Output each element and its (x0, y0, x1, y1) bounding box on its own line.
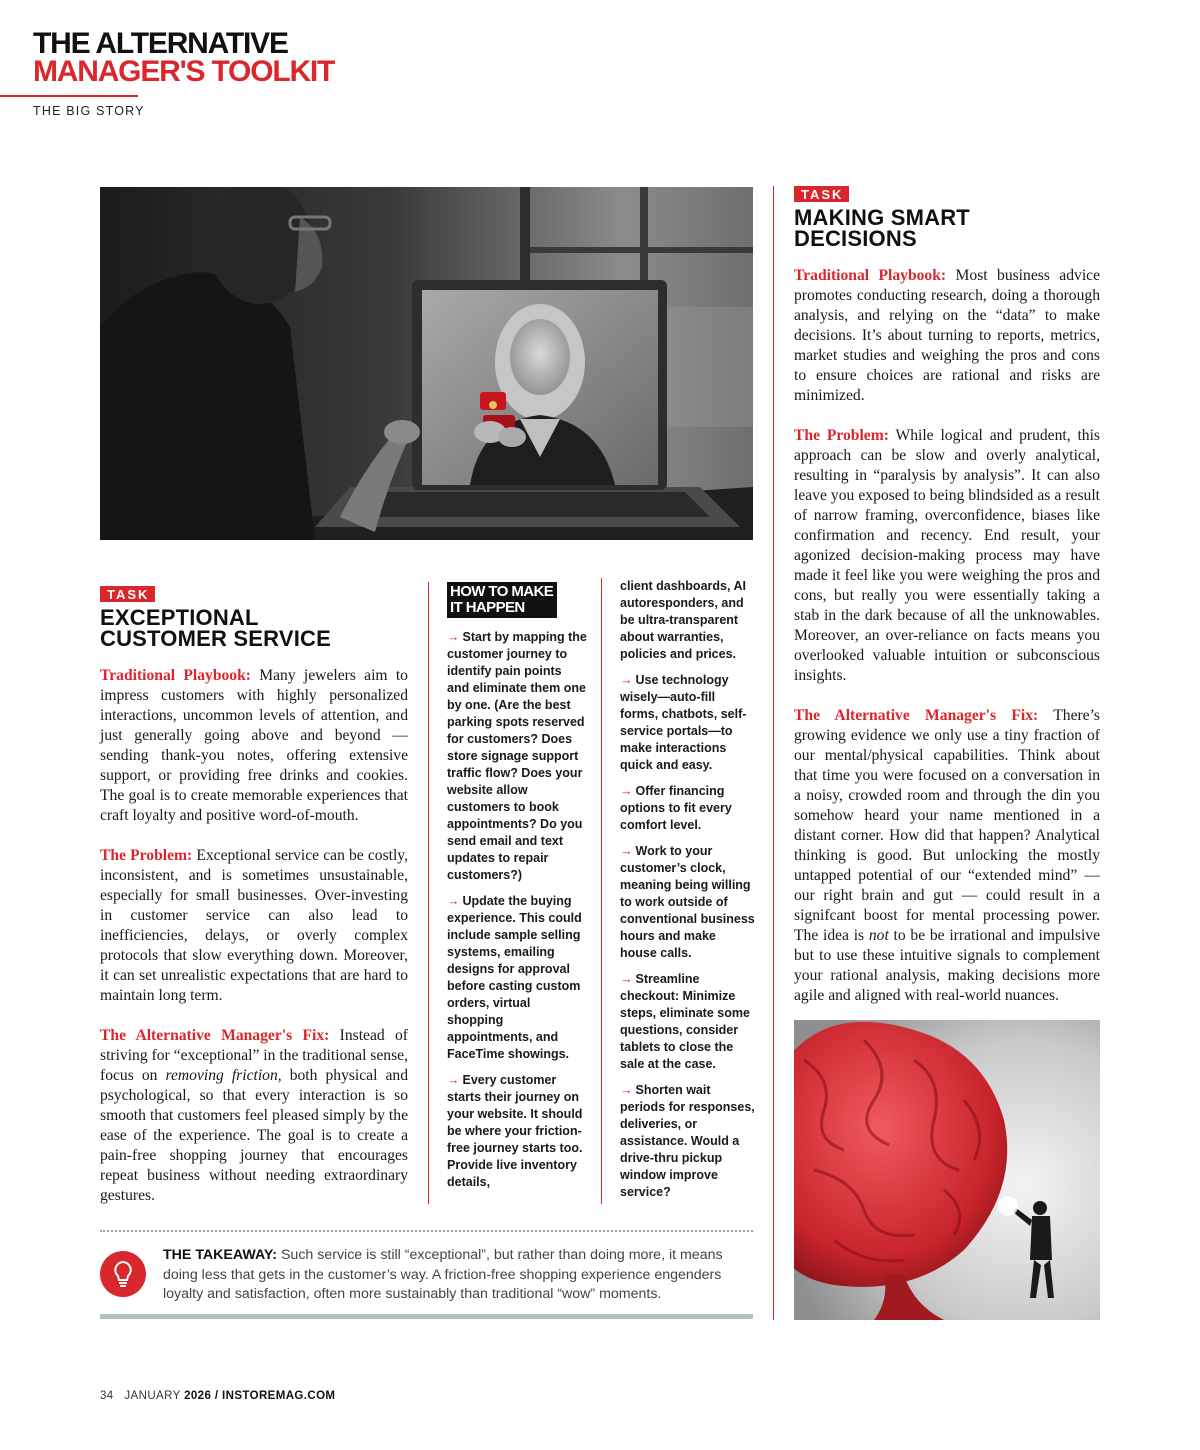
section-title-line1: THE ALTERNATIVE (33, 27, 288, 60)
takeaway-bar (100, 1314, 753, 1319)
tip-item (620, 971, 756, 1073)
paragraph-text: Most business advice promotes conducting research, doing a thorough analysis, and relying on the “data” to make decisions. It’s about turning to reports, metrics, market studies and weighing the pros and cons to ensure choices are rational and risks are minimized. (794, 267, 1100, 404)
problem-paragraph (794, 426, 1100, 686)
howto-heading-line1: HOW TO MAKE (450, 583, 554, 600)
takeaway-label: THE TAKEAWAY: (163, 1247, 278, 1263)
arrow-icon: → (447, 1073, 460, 1087)
arrow-icon: → (620, 844, 633, 858)
task-title (794, 207, 1100, 249)
paragraph-text: to be be irrational and impulsive but to use these intuitive signals to complement your rational analysis, making decisions more agile and aligned with real-world nuances. (794, 927, 1100, 1004)
section-label: THE BIG STORY (33, 104, 145, 118)
issue-month: JANUARY (124, 1390, 181, 1402)
paragraph-text: Instead of striving for “exceptional” in the traditional sense, focus on (100, 1027, 408, 1084)
fix-paragraph (100, 1026, 408, 1206)
paragraph-text: Exceptional service can be costly, inconsistent, and is sometimes unsustainable, especially for small businesses. Over-investing in customer service can also lead to inefficiencies, delays, or overly complex protocols that slow everything down. Moreover, it can set unrealistic expectations that are hard to maintain long term. (100, 847, 408, 1004)
tip-item (620, 783, 756, 834)
page-footer (100, 1390, 335, 1402)
paragraph-lead: The Problem: (100, 847, 193, 864)
takeaway-text (163, 1246, 757, 1305)
fix-paragraph (794, 706, 1100, 1006)
tip-item (447, 893, 587, 1063)
tip-continuation: client dashboards, AI autoresponders, and be ultra-transparent about warranties, policies and prices. (620, 579, 746, 661)
howto-heading (447, 582, 557, 618)
paragraph-lead: Traditional Playbook: (794, 267, 947, 284)
arrow-icon: → (620, 1083, 633, 1097)
header-rule (0, 95, 138, 97)
tip-text: Start by mapping the customer journey to identify pain points and eliminate them one by one. (Are the best parking spots reserved for customers? Does store signage support traffic flow? Does your website allow customers to book appointments? Do you send email and text updates to repair customers?) (447, 630, 587, 882)
tip-text: Update the buying experience. This could include sample selling systems, emailing designs for approval before casting custom orders, virtual shopping appointments, and FaceTime showings. (447, 894, 582, 1061)
column-divider (428, 582, 429, 1204)
task-title-line1: MAKING SMART (794, 205, 970, 230)
tip-item (620, 843, 756, 962)
tip-text: Shorten wait periods for responses, deliveries, or assistance. Would a drive-thru pickup window improve service? (620, 1083, 755, 1199)
arrow-icon: → (620, 972, 633, 986)
tip-item (620, 672, 756, 774)
tip-text: Streamline checkout: Minimize steps, eliminate some questions, consider tablets to close the sale at the case. (620, 972, 750, 1071)
paragraph-text: Many jewelers aim to impress customers with highly personalized interactions, uncommon levels of attention, and just generally going above and beyond — sending thank-you notes, offering extensive support, or providing free drinks and cookies. The goal is to create memorable experiences that craft loyalty and positive word-of-mouth. (100, 667, 408, 824)
traditional-playbook-paragraph (794, 266, 1100, 406)
tip-text: Offer financing options to fit every comfort level. (620, 784, 732, 832)
arrow-icon: → (620, 784, 633, 798)
customer-service-article (100, 586, 408, 1226)
smart-decisions-article (794, 186, 1100, 1026)
problem-paragraph (100, 846, 408, 1006)
issue-year-site: 2026 / INSTOREMAG.COM (184, 1390, 336, 1402)
takeaway-divider (100, 1230, 753, 1232)
paragraph-lead: The Problem: (794, 427, 889, 444)
page-number: 34 (100, 1390, 114, 1402)
traditional-playbook-paragraph (100, 666, 408, 826)
task-badge: TASK (794, 186, 849, 202)
tip-item (447, 1072, 587, 1191)
lightbulb-icon (100, 1251, 146, 1297)
paragraph-text: both physical and psychological, so that every interaction is so smooth that customers feel pleased simply by the ease of the experience. The goal is to create a pain-free shopping journey that encourages repeat business without needing extraordinary gestures. (100, 1067, 409, 1204)
task-title (100, 607, 408, 649)
howto-heading-line2: IT HAPPEN (450, 599, 525, 616)
section-title-line2: MANAGER'S TOOLKIT (33, 55, 335, 88)
column-divider (601, 578, 602, 1204)
tip-text: Use technology wisely—auto-fill forms, chatbots, self-service portals—to make interactions quick and easy. (620, 673, 747, 772)
tip-text: Work to your customer’s clock, meaning being willing to work outside of conventional business hours and make house calls. (620, 844, 755, 960)
magazine-section-title (33, 27, 335, 88)
paragraph-text: While logical and prudent, this approach can be slow and overly analytical, resulting in “paralysis by analysis”. It can also leave you exposed to being blindsided as a result of narrow framing, overconfidence, biases like confirmation and recency. End result, your agonized decision-making process may have made it feel like you were weighing the pros and cons, but really you were essentially taking a stab in the dark because of all the unknowables. Moreover, an over-reliance on facts means you overlooked valuable intuition or subconscious insights. (794, 427, 1100, 684)
brain-illustration (794, 1020, 1100, 1320)
paragraph-text: There’s growing evidence we only use a tiny fraction of our mental/physical capabilities. Think about that time you were focused on a conversation in a noisy, crowded room and through the din you somehow heard your name mentioned in a distant corner. How did that happen? Analytical thinking is good. But unlocking the mostly untapped potential of our “extended mind” — our right brain and gut — could result in a signifcant boost for mental processing power. The idea is (794, 707, 1101, 944)
howto-sidebar-col2 (620, 578, 756, 1210)
tip-item (447, 629, 587, 884)
paragraph-emphasis: removing friction, (165, 1067, 282, 1084)
task-title-line2: CUSTOMER SERVICE (100, 626, 331, 651)
paragraph-lead: The Alternative Manager's Fix: (794, 707, 1039, 724)
paragraph-lead: Traditional Playbook: (100, 667, 251, 684)
arrow-icon: → (447, 630, 460, 644)
tip-item (620, 1082, 756, 1201)
paragraph-lead: The Alternative Manager's Fix: (100, 1027, 330, 1044)
howto-sidebar-col1 (447, 582, 587, 1200)
column-divider (773, 186, 774, 1320)
arrow-icon: → (620, 673, 633, 687)
video-call-photo (100, 187, 753, 540)
paragraph-emphasis: not (868, 927, 889, 944)
task-title-line2: DECISIONS (794, 226, 917, 251)
task-badge: TASK (100, 586, 155, 602)
task-title-line1: EXCEPTIONAL (100, 605, 259, 630)
arrow-icon: → (447, 894, 460, 908)
tip-text: Every customer starts their journey on your website. It should be where your friction-free journey starts too. Provide live inventory details, (447, 1073, 583, 1189)
takeaway-body: Such service is still “exceptional”, but rather than doing more, it means doing less that gets in the customer’s way. A friction-free shopping experience engenders loyalty and satisfaction, often more sustainably than traditional “wow” moments. (163, 1247, 723, 1302)
